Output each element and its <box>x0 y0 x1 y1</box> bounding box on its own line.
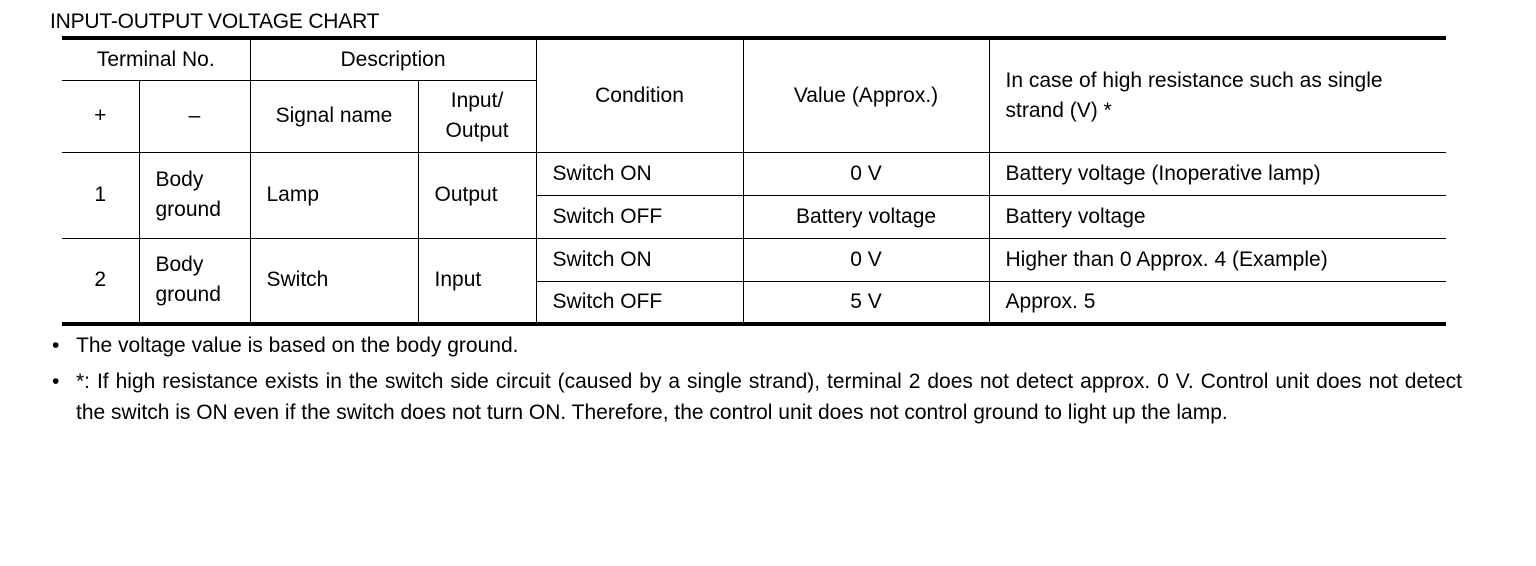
condition-cell: Switch ON <box>536 152 743 195</box>
header-row-1 <box>62 38 1446 80</box>
header-input-output-line1: Input/ <box>450 89 504 112</box>
header-condition: Condition <box>536 38 743 152</box>
note-text: *: If high resistance exists in the switch side circuit (caused by a single strand), terminal 2 does not detect approx. 0 V. Control unit does not detect the switch is ON even if the switch does not turn ON. Therefore, the control unit does not control ground to light up the lamp. <box>76 370 1462 424</box>
value-cell: Battery voltage <box>743 195 989 238</box>
condition-cell: Switch ON <box>536 238 743 281</box>
terminal-plus-cell: 2 <box>62 238 139 324</box>
header-minus: – <box>139 80 250 152</box>
terminal-plus-cell: 1 <box>62 152 139 238</box>
header-plus: + <box>62 80 139 152</box>
header-high-resistance-line1: In case of high resistance such as single <box>1005 68 1383 92</box>
signal-name-cell: Switch <box>250 238 418 324</box>
chart-title: INPUT-OUTPUT VOLTAGE CHART <box>50 10 380 33</box>
value-cell: 0 V <box>743 238 989 281</box>
notes-list <box>52 330 1462 433</box>
condition-cell: Switch OFF <box>536 195 743 238</box>
terminal-minus-line1: Body <box>155 168 204 191</box>
condition-cell: Switch OFF <box>536 281 743 324</box>
header-high-resistance <box>989 38 1446 152</box>
table-row <box>62 152 1446 195</box>
high-resistance-cell: Higher than 0 Approx. 4 (Example) <box>989 238 1446 281</box>
header-input-output-line2: Output <box>445 119 509 142</box>
signal-name-cell: Lamp <box>250 152 418 238</box>
header-description: Description <box>250 38 536 80</box>
high-resistance-cell: Approx. 5 <box>989 281 1446 324</box>
header-input-output <box>418 80 536 152</box>
bullet-icon: • <box>52 370 60 393</box>
terminal-minus-line1: Body <box>155 253 204 277</box>
terminal-minus-line2: ground <box>155 198 221 221</box>
voltage-table <box>62 36 1446 326</box>
note-item <box>52 366 1462 428</box>
terminal-minus-line2: ground <box>155 283 221 307</box>
header-high-resistance-line2: strand (V) * <box>1005 98 1112 122</box>
value-cell: 5 V <box>743 281 989 324</box>
io-cell: Input <box>418 238 536 324</box>
high-resistance-cell: Battery voltage <box>989 195 1446 238</box>
note-item <box>52 330 1462 361</box>
bullet-icon: • <box>52 334 60 357</box>
table-row <box>62 238 1446 281</box>
header-terminal-no: Terminal No. <box>62 38 250 80</box>
io-cell: Output <box>418 152 536 238</box>
terminal-minus-cell <box>139 152 250 238</box>
value-cell: 0 V <box>743 152 989 195</box>
high-resistance-cell: Battery voltage (Inoperative lamp) <box>989 152 1446 195</box>
note-text: The voltage value is based on the body ground. <box>76 334 519 357</box>
header-signal-name: Signal name <box>250 80 418 152</box>
terminal-minus-cell <box>139 238 250 324</box>
header-value: Value (Approx.) <box>743 38 989 152</box>
